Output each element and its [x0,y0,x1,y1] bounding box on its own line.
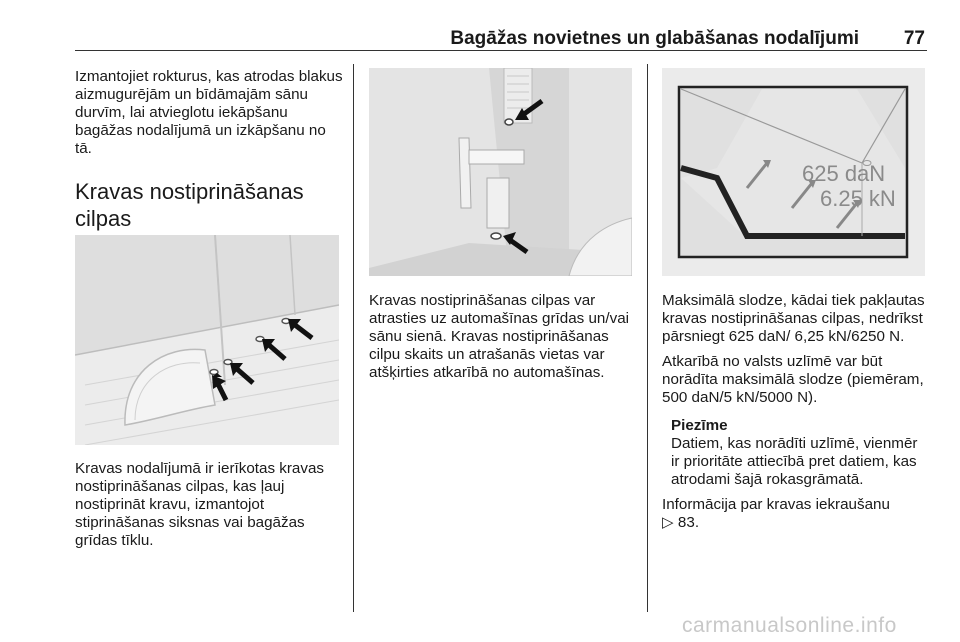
loading-info-text: Informācija par kravas iekraušanu [662,496,890,513]
page-header [75,26,927,51]
note-title: Piezīme [671,417,728,434]
label-dan: 625 daN [802,161,886,186]
load-label-illustration [662,68,925,276]
side-wall-drawing [369,68,632,276]
loading-info-paragraph [662,496,930,532]
note-text: Datiem, kas norādīti uzlīmē, vienmēr ir prioritāte attiecībā pret datiem, kas atrodami šajā rokasgrāmatā. [671,435,918,488]
intro-paragraph: Izmantojiet rokturus, kas atrodas blakus aizmugurējām un bīdāmajām sānu durvīm, lai atvieglotu iekāpšanu bagāžas nodalījumā un izkāpšanu no tā. [75,68,343,157]
label-kn: 6.25 kN [820,186,896,211]
cargo-floor-illustration [75,235,339,445]
page-title: Bagāžas novietnes un glabāšanas nodalījumi [450,28,859,49]
page-ref-link[interactable]: 83. [677,514,700,531]
cargo-floor-drawing [75,235,339,445]
col1-caption: Kravas nodalījumā ir ierīkotas kravas nostiprināšanas cilpas, kas ļauj nostiprināt kravu, izmantojot stiprināšanas siksnas vai bagāžas grīdas tīklu. [75,460,325,549]
watermark: carmanualsonline.info [682,614,897,637]
col3-text [662,292,930,532]
col2-caption: Kravas nostiprināšanas cilpas var atrasties uz automašīnas grīdas un/vai sānu sienā. Kravas nostiprināšanas cilpu skaits un atrašanās vietas var atšķirties atkarībā no automašīnas. [369,292,630,381]
load-label-drawing [662,68,925,276]
page-ref-icon: ▷ [662,514,674,531]
section-heading: Kravas nostiprināšanas cilpas [75,179,304,231]
country-label-paragraph: Atkarībā no valsts uzlīmē var būt norādīta maksimālā slodze (piemēram, 500 daN/5 kN/5000 N). [662,353,924,406]
column-divider-left [353,64,354,612]
column-divider-right [647,64,648,612]
note-box [662,417,930,489]
page-number: 77 [903,28,925,49]
side-wall-illustration [369,68,632,276]
max-load-paragraph: Maksimālā slodze, kādai tiek pakļautas kravas nostiprināšanas cilpas, nedrīkst pārsniegt 625 daN/ 6,25 kN/6250 N. [662,292,925,345]
